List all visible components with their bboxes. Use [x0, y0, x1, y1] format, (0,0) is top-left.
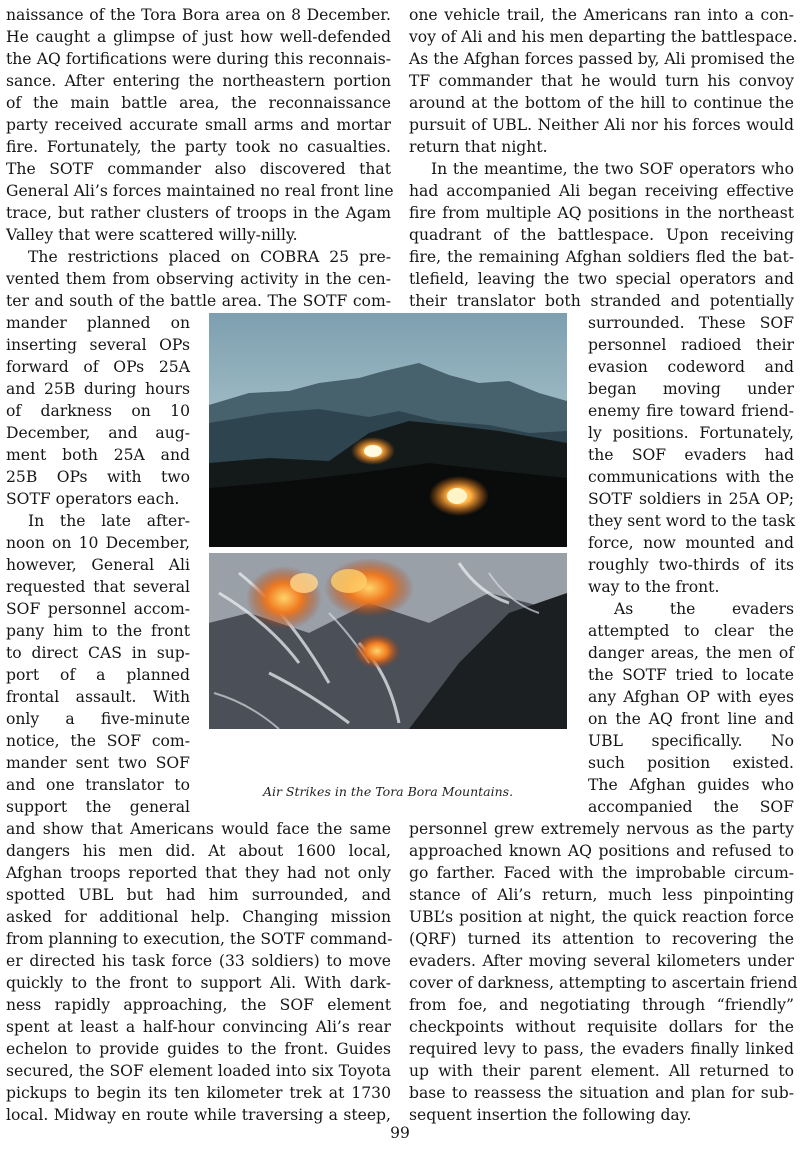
right_column-line: pursuit of UBL. Neither Ali nor his forces would — [409, 116, 794, 134]
right_column-line: had accompanied Ali began receiving effective — [409, 182, 794, 200]
right_column-line: In the meantime, the two SOF operators who — [431, 160, 794, 178]
left_column-line: the AQ fortifications were during this reconnais- — [6, 50, 391, 68]
left_column-line: mander sent two SOF — [6, 754, 190, 772]
right_column-line: fire, the remaining Afghan soldiers fled the bat- — [409, 248, 794, 266]
figure — [209, 313, 567, 729]
right_column-line: TF commander that he would turn his convoy — [409, 72, 794, 90]
right_column-line: on the AQ front line and — [588, 710, 794, 728]
right_column-line: return that night. — [409, 138, 548, 156]
right_column-line: roughly two-thirds of its — [588, 556, 794, 574]
photo-bottom — [209, 553, 567, 729]
left_column-line: The SOTF commander also discovered that — [6, 160, 391, 178]
left_column-line: notice, the SOF com- — [6, 732, 190, 750]
right_column-line: danger areas, the men of — [588, 644, 794, 662]
right_column-line: approached known AQ positions and refused to — [409, 842, 794, 860]
left_column-line: In the late after- — [28, 512, 190, 530]
right_column-line: go farther. Faced with the improbable circum- — [409, 864, 794, 882]
left_column-line: only a five-minute — [6, 710, 190, 728]
left_column-line: forward of OPs 25A — [6, 358, 190, 376]
left_column-line: and one translator to — [6, 776, 190, 794]
figure-caption: Air Strikes in the Tora Bora Mountains. — [262, 784, 514, 799]
right_column-line: voy of Ali and his men departing the battlespace. — [409, 28, 798, 46]
right_column-line: base to reassess the situation and plan for sub- — [409, 1084, 794, 1102]
left_column-line: SOF personnel accom- — [6, 600, 190, 618]
left_column-line: to direct CAS in sup- — [6, 644, 190, 662]
left_column-line: General Ali’s forces maintained no real front line — [6, 182, 394, 200]
right_column-line: attempted to clear the — [588, 622, 794, 640]
right_column-line: from foe, and negotiating through “friendly” — [409, 996, 794, 1014]
right_column-line: stance of Ali’s return, much less pinpointing — [409, 886, 794, 904]
right_column-line: ly positions. Fortunately, — [588, 424, 794, 442]
left_column-line: vented them from observing activity in the cen- — [6, 270, 391, 288]
right_column-line: evaders. After moving several kilometers under — [409, 952, 794, 970]
left_column-line: The restrictions placed on COBRA 25 pre- — [28, 248, 391, 266]
left_column-line: echelon to provide guides to the front. Guides — [6, 1040, 391, 1058]
right_column-line: any Afghan OP with eyes — [588, 688, 794, 706]
left_column-line: Afghan troops reported that they had not only — [6, 864, 391, 882]
left_column-line: dangers his men did. At about 1600 local, — [6, 842, 391, 860]
left_column-line: port of a planned — [6, 666, 190, 684]
left_column-line: mander planned on — [6, 314, 190, 332]
right_column-line: UBL’s position at night, the quick reaction force — [409, 908, 794, 926]
left_column-line: ness rapidly approaching, the SOF element — [6, 996, 391, 1014]
right_column-line: their translator both stranded and potentially — [409, 292, 794, 310]
left_column-line: of the main battle area, the reconnaissance — [6, 94, 391, 112]
right_column-line: the SOF evaders had — [588, 446, 794, 464]
left_column-line: spotted UBL but had him surrounded, and — [6, 886, 391, 904]
left_column-line: December, and aug- — [6, 424, 190, 442]
right_column-line: personnel grew extremely nervous as the party — [409, 820, 794, 838]
right_column-line: accompanied the SOF — [588, 798, 794, 816]
left_column-line: sance. After entering the northeastern portion — [6, 72, 391, 90]
left_column-line: ment both 25A and — [6, 446, 190, 464]
right_column-line: (QRF) turned its attention to recovering the — [409, 930, 794, 948]
left_column-line: pany him to the front — [6, 622, 190, 640]
page-number: 99 — [390, 1124, 410, 1142]
left_column-line: noon on 10 December, — [6, 534, 190, 552]
photo-top-image — [209, 313, 567, 547]
left_column-line: requested that several — [6, 578, 190, 596]
left_column-line: quickly to the front to support Ali. With dark- — [6, 974, 391, 992]
right_column-line: checkpoints without requisite dollars for the — [409, 1018, 794, 1036]
left_column-line: however, General Ali — [6, 556, 190, 574]
left_column-line: inserting several OPs — [6, 336, 190, 354]
right_column-line: force, now mounted and — [588, 534, 794, 552]
right_column-line: cover of darkness, attempting to ascertain friend — [409, 974, 798, 992]
right_column-line: sequent insertion the following day. — [409, 1106, 692, 1124]
right_column-line: one vehicle trail, the Americans ran into a con- — [409, 6, 794, 24]
right_column-line: As the evaders — [614, 600, 794, 618]
left_column-line: and 25B during hours — [6, 380, 190, 398]
left_column-line: spent at least a half-hour convincing Ali’s rear — [6, 1018, 391, 1036]
right_column-line: required levy to pass, the evaders finally linked — [409, 1040, 794, 1058]
right_column-line: UBL specifically. No — [588, 732, 794, 750]
left_column-line: secured, the SOF element loaded into six Toyota — [6, 1062, 391, 1080]
left_column-line: asked for additional help. Changing mission — [6, 908, 391, 926]
right_column-line: quadrant of the battlespace. Upon receiving — [409, 226, 794, 244]
right_column-line: tlefield, leaving the two special operators and — [409, 270, 794, 288]
left_column-line: ter and south of the battle area. The SOTF com- — [6, 292, 391, 310]
left_column-line: frontal assault. With — [6, 688, 190, 706]
right_column-line: began moving under — [588, 380, 794, 398]
left_column-line: SOTF operators each. — [6, 490, 180, 508]
left_column-line: pickups to begin its ten kilometer trek at 1730 — [6, 1084, 391, 1102]
left_column-line: er directed his task force (33 soldiers) to move — [6, 952, 391, 970]
left_column-line: fire. Fortunately, the party took no casualties. — [6, 138, 391, 156]
photo-bottom-image — [209, 553, 567, 729]
right_column-line: personnel radioed their — [588, 336, 794, 354]
left_column-line: party received accurate small arms and mortar — [6, 116, 391, 134]
left_column-line: He caught a glimpse of just how well-defended — [6, 28, 391, 46]
left_column-line: and show that Americans would face the same — [6, 820, 391, 838]
left_column-line: naissance of the Tora Bora area on 8 December. — [6, 6, 391, 24]
right_column-line: fire from multiple AQ positions in the northeast — [409, 204, 794, 222]
photo-top — [209, 313, 567, 547]
right_column-line: they sent word to the task — [588, 512, 796, 530]
right_column-line: such position existed. — [588, 754, 794, 772]
right_column-line: way to the front. — [588, 578, 720, 596]
right_column-line: around at the bottom of the hill to continue the — [409, 94, 794, 112]
left_column-line: of darkness on 10 — [6, 402, 190, 420]
left_column-line: 25B OPs with two — [6, 468, 190, 486]
left_column-line: local. Midway en route while traversing a steep, — [6, 1106, 391, 1124]
left_column-line: Valley that were scattered willy-nilly. — [6, 226, 298, 244]
right_column-line: the SOTF tried to locate — [588, 666, 794, 684]
right_column-line: SOTF soldiers in 25A OP; — [588, 490, 794, 508]
right_column-line: As the Afghan forces passed by, Ali promised the — [409, 50, 795, 68]
right_column-line: evasion codeword and — [588, 358, 794, 376]
left_column-line: support the general — [6, 798, 190, 816]
right_column-line: communications with the — [588, 468, 794, 486]
right_column-line: up with their parent element. All returned to — [409, 1062, 794, 1080]
right_column-line: enemy fire toward friend- — [588, 402, 794, 420]
right_column-line: The Afghan guides who — [588, 776, 794, 794]
left_column-line: from planning to execution, the SOTF command- — [6, 930, 393, 948]
right_column-line: surrounded. These SOF — [588, 314, 794, 332]
left_column-line: trace, but rather clusters of troops in the Agam — [6, 204, 391, 222]
